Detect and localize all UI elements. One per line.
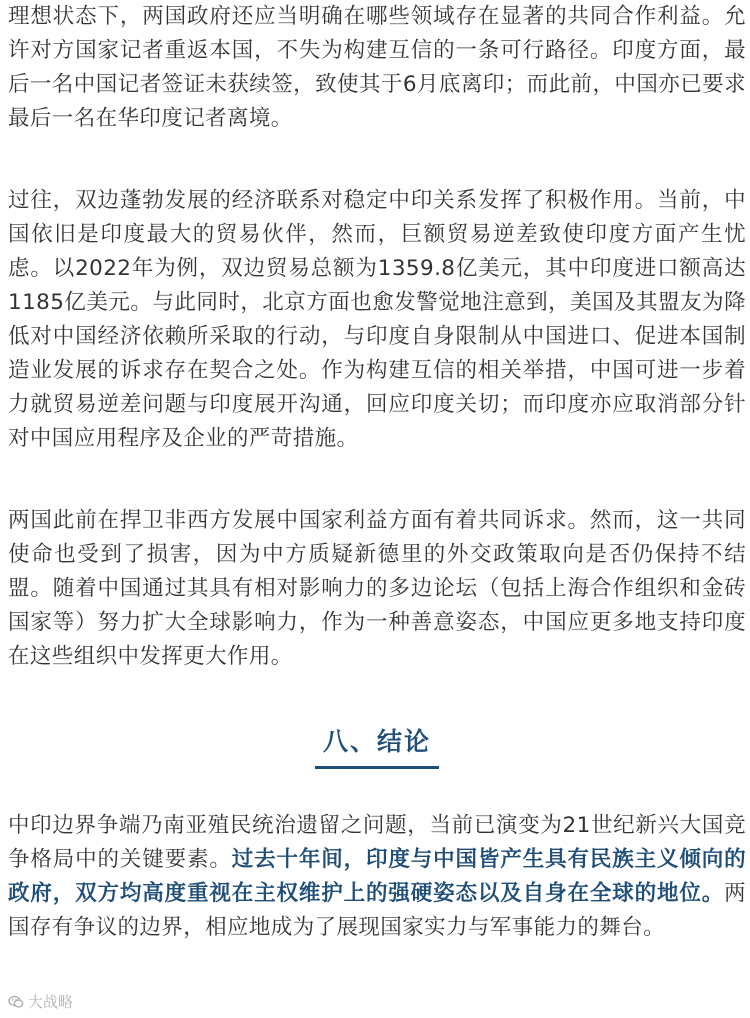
wechat-logo-icon [8, 994, 24, 1010]
watermark-text: 大战略 [28, 993, 74, 1011]
paragraph-economic-ties: 过往，双边蓬勃发展的经济联系对稳定中印关系发挥了积极作用。当前，中国依旧是印度最大的贸易伙伴，然而，巨额贸易逆差致使印度方面产生忧虑。以2022年为例，双边贸易总额为1359.8亿美元，其中印度进口额高达1185亿美元。与此同时，北京方面也愈发警觉地注意到，美国及其盟友为降低对中国经济依赖所采取的行动，与印度自身限制从中国进口、促进本国制造业发展的诉求存在契合之处。作为构建互信的相关举措，中国可进一步着力就贸易逆差问题与印度展开沟通，回应印度关切；而印度亦应取消部分针对中国应用程序及企业的严苛措施。 [8, 188, 746, 451]
paragraph-non-western-interests: 两国此前在捍卫非西方发展中国家利益方面有着共同诉求。然而，这一共同使命也受到了损害，因为中方质疑新德里的外交政策取向是否仍保持不结盟。随着中国通过其具有相对影响力的多边论坛（包括上海合作组织和金砖国家等）努力扩大全球影响力，作为一种善意姿态，中国应更多地支持印度在这些组织中发挥更大作用。 [8, 508, 746, 669]
paragraph-mutual-trust: 理想状态下，两国政府还应当明确在哪些领域存在显著的共同合作利益。允许对方国家记者重返本国，不失为构建互信的一条可行路径。印度方面，最后一名中国记者签证未获续签，致使其于6月底离印；而此前，中国亦已要求最后一名在华印度记者离境。 [8, 4, 746, 131]
conclusion-text-intro: 中印边界争端乃南亚殖民统治遗留之问题，当前已演变为21世纪新兴大国竞争格局中的关键要素。 [8, 813, 746, 872]
paragraph-conclusion [8, 809, 746, 945]
watermark [8, 992, 73, 1012]
section-heading-conclusion: 八、结论 [315, 722, 439, 769]
conclusion-text-end: 两国存有争议的边界，相应地成为了展现国家实力与军事能力的舞台。 [8, 881, 746, 940]
conclusion-text-highlight: 过去十年间，印度与中国皆产生具有民族主义倾向的政府，双方均高度重视在主权维护上的强硬姿态以及自身在全球的地位。 [8, 847, 746, 906]
section-heading-wrapper [8, 722, 746, 769]
